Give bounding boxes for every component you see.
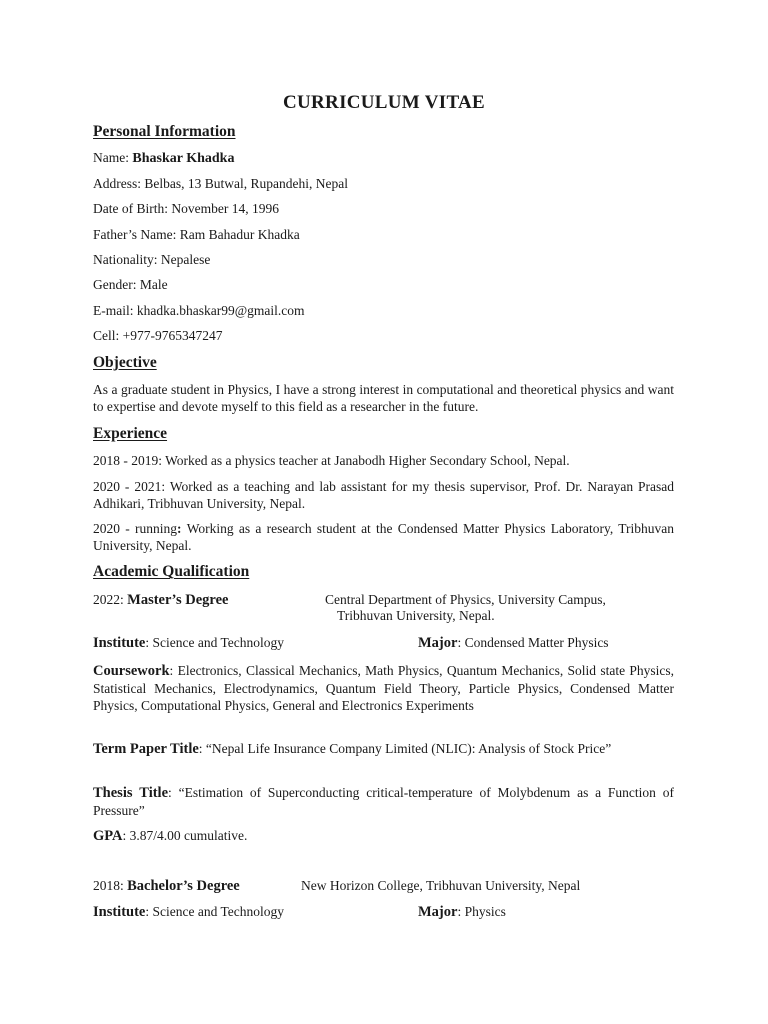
name-line — [93, 150, 234, 167]
cell-line: Cell: +977-9765347247 — [93, 328, 223, 343]
bachelors-place: New Horizon College, Tribhuvan University, Nepal — [301, 878, 581, 893]
gpa-line — [93, 828, 247, 844]
term-paper-value: : “Nepal Life Insurance Company Limited (NLIC): Analysis of Stock Price” — [198, 741, 612, 756]
name-value: Bhaskar Khadka — [132, 151, 235, 166]
experience-years: 2018 - 2019 — [93, 453, 159, 468]
bachelors-degree-line — [93, 878, 240, 894]
address-line: Address: Belbas, 13 Butwal, Rupandehi, Nepal — [93, 176, 348, 191]
gender-line: Gender: Male — [93, 277, 168, 292]
father-name-line: Father’s Name: Ram Bahadur Khadka — [93, 227, 300, 242]
experience-years: 2020 - 2021 — [93, 479, 162, 494]
major-value: : Condensed Matter Physics — [457, 635, 609, 650]
term-paper-label: Term Paper Title — [93, 741, 199, 757]
experience-description: Working as a research student at the Condensed Matter Physics Laboratory, Tribhuvan University, Nepal. — [93, 521, 674, 553]
experience-years: 2020 - running — [93, 521, 177, 536]
experience-item — [93, 520, 674, 554]
institute-value: : Science and Technology — [145, 904, 285, 919]
major-label: Major — [418, 635, 458, 651]
bachelors-institute-line — [93, 904, 284, 920]
experience-separator: : — [161, 479, 170, 494]
experience-separator: : — [176, 521, 187, 536]
masters-year: 2022: — [93, 592, 128, 607]
masters-place-line1: Central Department of Physics, University Campus, — [325, 592, 606, 607]
experience-item — [93, 478, 674, 512]
experience-description: Worked as a teaching and lab assistant for my thesis supervisor, Prof. Dr. Narayan Prasad Adhikari, Tribhuvan University, Nepal. — [93, 479, 675, 511]
personal-information-heading: Personal Information — [93, 123, 236, 140]
thesis-value: : “Estimation of Superconducting critical-temperature of Molybdenum as a Function of Pressure” — [93, 785, 674, 818]
name-label: Name: — [93, 150, 133, 165]
masters-degree-line — [93, 592, 228, 608]
masters-place-line2: Tribhuvan University, Nepal. — [337, 608, 495, 623]
academic-qualification-heading: Academic Qualification — [93, 563, 250, 580]
thesis-paragraph — [93, 784, 674, 819]
coursework-value: : Electronics, Classical Mechanics, Math Physics, Quantum Mechanics, Solid state Physics, Statistical Mechanics, Electrodynamics, Quantum Field Theory, Particle Physics, Condensed Matter Physics, Computational Physics, General and Electronics Experiments — [93, 663, 674, 713]
term-paper-paragraph — [93, 740, 674, 758]
bachelors-major-line — [418, 904, 506, 920]
gpa-label: GPA — [93, 828, 123, 844]
experience-item — [93, 452, 674, 469]
nationality-line: Nationality: Nepalese — [93, 252, 211, 267]
bachelors-degree: Bachelor’s Degree — [127, 878, 240, 894]
thesis-label: Thesis Title — [93, 785, 169, 801]
experience-separator: : — [158, 453, 166, 468]
gpa-value: : 3.87/4.00 cumulative. — [122, 828, 248, 843]
objective-heading: Objective — [93, 354, 157, 371]
coursework-paragraph — [93, 662, 674, 714]
document-title: CURRICULUM VITAE — [282, 92, 486, 113]
major-label: Major — [418, 904, 458, 920]
institute-value: : Science and Technology — [145, 635, 285, 650]
email-line: E-mail: khadka.bhaskar99@gmail.com — [93, 303, 305, 318]
dob-line: Date of Birth: November 14, 1996 — [93, 201, 279, 216]
institute-label: Institute — [93, 904, 146, 920]
coursework-label: Coursework — [93, 663, 170, 679]
masters-degree: Master’s Degree — [127, 592, 229, 608]
experience-heading: Experience — [93, 425, 168, 442]
masters-major-line — [418, 635, 609, 651]
masters-institute-line — [93, 635, 284, 651]
experience-description: Worked as a physics teacher at Janabodh Higher Secondary School, Nepal. — [165, 453, 570, 468]
institute-label: Institute — [93, 635, 146, 651]
major-value: : Physics — [457, 904, 506, 919]
bachelors-year: 2018: — [93, 878, 128, 893]
objective-text: As a graduate student in Physics, I have a strong interest in computational and theoretical physics and want to expertise and devote myself to this field as a researcher in the future. — [93, 382, 674, 414]
